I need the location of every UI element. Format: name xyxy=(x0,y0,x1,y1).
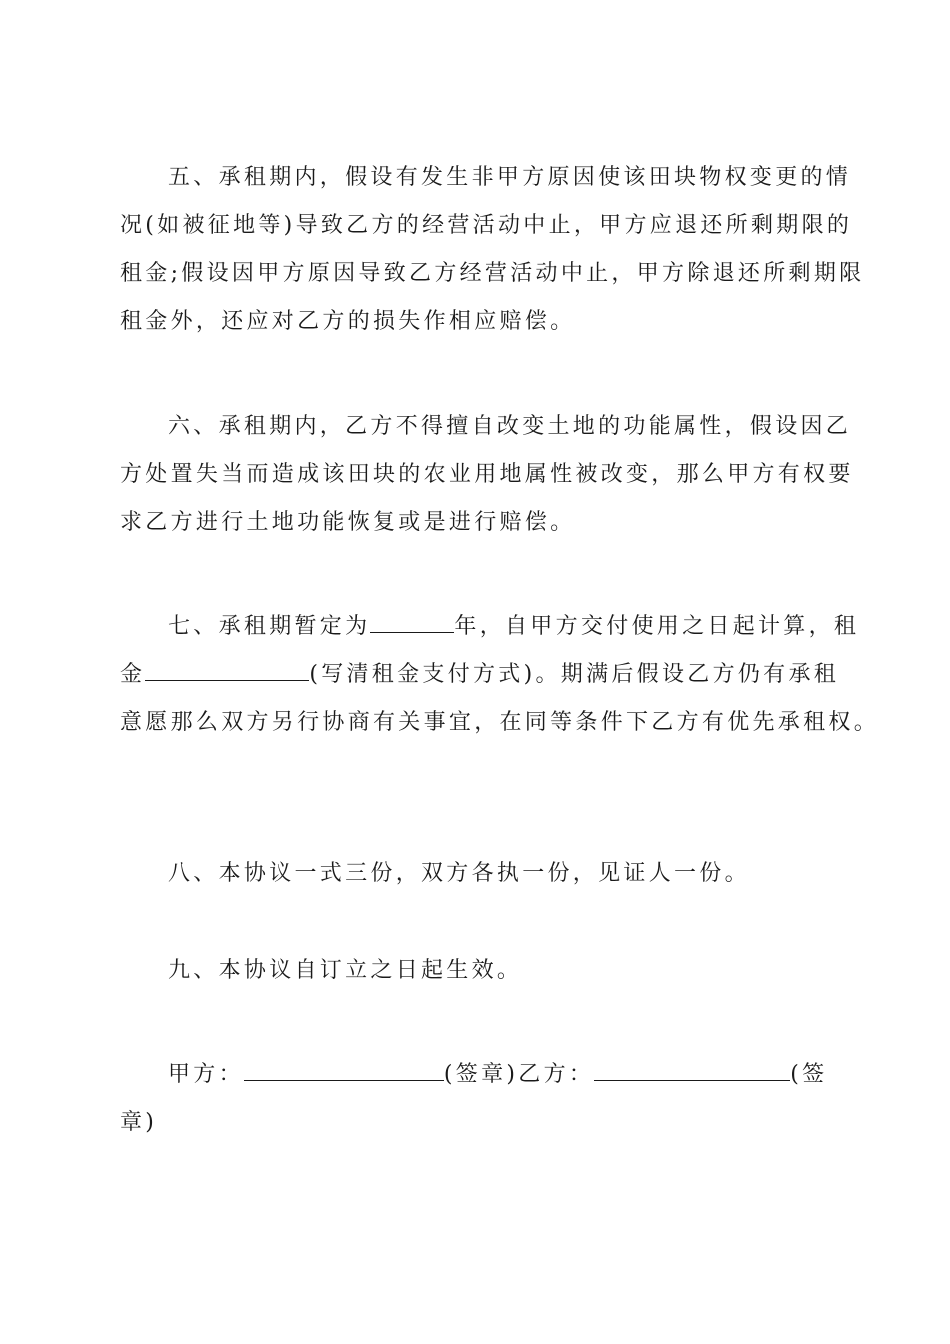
clause-8-line-1: 八、本协议一式三份，双方各执一份，见证人一份。 xyxy=(168,861,750,886)
clause-5-line-4: 租金外，还应对乙方的损失作相应赔偿。 xyxy=(120,309,576,334)
party-a-signature-blank[interactable] xyxy=(244,1060,444,1081)
party-b-seal-label-start: (签 xyxy=(790,1062,828,1087)
clause-9 xyxy=(120,947,840,995)
clause-9-line-1: 九、本协议自订立之日起生效。 xyxy=(168,958,523,983)
clause-5 xyxy=(120,154,865,346)
signature-block xyxy=(120,1051,840,1147)
party-b-label: 乙方： xyxy=(518,1062,595,1087)
clause-7-rent-prefix: 金 xyxy=(120,662,146,687)
clause-7 xyxy=(120,603,880,747)
clause-5-line-1: 五、承租期内，假设有发生非甲方原因使该田块物权变更的情 xyxy=(168,165,852,190)
clause-6-line-2: 方处置失当而造成该田块的农业用地属性被改变，那么甲方有权要 xyxy=(120,462,854,487)
clause-7-rent-suffix: (写清租金支付方式)。期满后假设乙方仍有承租 xyxy=(309,662,840,687)
party-a-label: 甲方： xyxy=(168,1062,244,1087)
signature-line-2: 章) xyxy=(120,1110,158,1135)
clause-8 xyxy=(120,850,840,898)
party-b-signature-blank[interactable] xyxy=(594,1060,790,1081)
clause-7-term-suffix: 年，自甲方交付使用之日起计算，租 xyxy=(454,614,860,639)
clause-7-line-2 xyxy=(120,651,840,699)
rent-amount-blank[interactable] xyxy=(145,660,309,681)
clause-7-term-prefix: 七、承租期暂定为 xyxy=(168,614,371,639)
term-years-blank[interactable] xyxy=(370,612,454,633)
clause-6 xyxy=(120,403,854,547)
clause-5-line-2: 况(如被征地等)导致乙方的经营活动中止，甲方应退还所剩期限的 xyxy=(120,213,853,238)
clause-6-line-1: 六、承租期内，乙方不得擅自改变土地的功能属性，假设因乙 xyxy=(168,414,852,439)
clause-7-line-3: 意愿那么双方另行协商有关事宜，在同等条件下乙方有优先承租权。 xyxy=(120,710,880,735)
clause-6-line-3: 求乙方进行土地功能恢复或是进行赔偿。 xyxy=(120,510,576,535)
signature-line-1 xyxy=(120,1051,840,1099)
clause-5-line-3: 租金;假设因甲方原因导致乙方经营活动中止，甲方除退还所剩期限 xyxy=(120,261,865,286)
party-a-seal-label: (签章) xyxy=(443,1062,519,1087)
clause-7-line-1 xyxy=(120,603,860,651)
